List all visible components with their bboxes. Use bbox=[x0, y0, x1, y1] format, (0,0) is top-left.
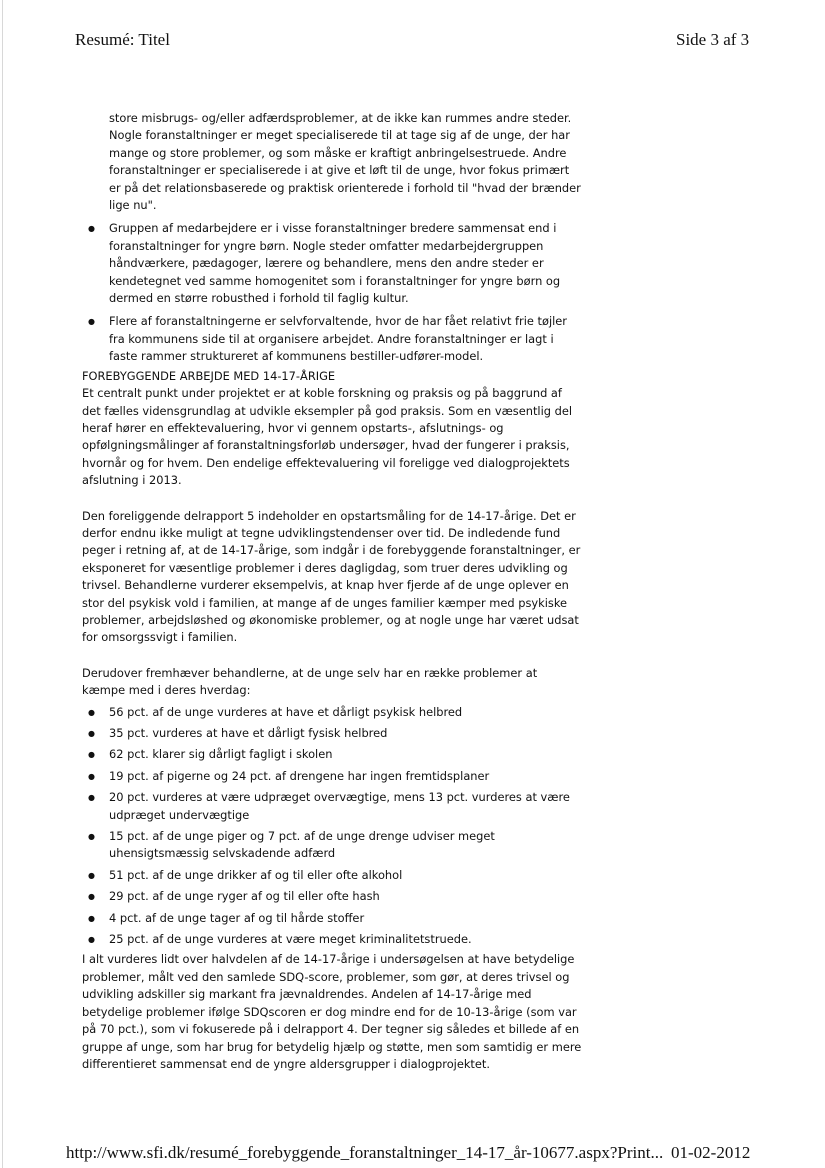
bullet-list-staff bbox=[82, 220, 582, 365]
list-item: ● 15 pct. af de unge piger og 7 pct. af de unge drenge udviser meget uhensigtsmæssig selvskadende adfærd bbox=[82, 828, 582, 863]
paragraph: Den foreliggende delrapport 5 indeholder en opstartsmåling for de 14-17-årige. Det er derfor endnu ikke muligt at tegne udviklingstendenser over tid. De indledende fund peger i retning af, at de 14-17-årige, som indgår i de forebyggende foranstaltninger, er eksponeret for væsentlige problemer i deres dagligdag, som truer deres udvikling og trivsel. Behandlerne vurderer eksempelvis, at knap hver fjerde af de unge oplever en stor del psykisk vold i familien, at mange af de unges familier kæmper med psykiske problemer, arbejdsløshed og økonomiske problemer, og at nogle unge har været udsat for omsorgssvigt i familien. bbox=[82, 508, 581, 645]
list-item: ● 62 pct. klarer sig dårligt fagligt i skolen bbox=[82, 746, 582, 763]
paragraph: Et centralt punkt under projektet er at koble forskning og praksis og på baggrund af det fælles vidensgrundlag at udvikle eksempler på god praksis. Som en væsentlig del heraf hører en effektevaluering, hvor vi gennem opstarts-, afslutnings- og opfølgningsmålinger af foranstaltningsforløb undersøger, hvad der fungerer i praksis, hvornår og for hvem. Den endelige effektevaluering vil foreligge ved dialogprojektets afslutning i 2013. bbox=[82, 386, 572, 488]
footer-url: http://www.sfi.dk/resumé_forebyggende_foranstaltninger_14-17_år-10677.aspx?Print... bbox=[66, 1143, 664, 1162]
continued-bullet-text: store misbrugs- og/eller adfærdsproblemer, at de ikke kan rummes andre steder. Nogle foranstaltninger er meget specialiserede til at tage sig af de unge, der har mange og store problemer, og som måske er kraftigt anbringelsestruede. Andre foranstaltninger er specialiserede i at give et løft til de unge, hvor fokus primært er på det relationsbaserede og praktisk orienterede i forhold til "hvad der brænder lige nu". bbox=[109, 111, 581, 213]
list-item: ● Flere af foranstaltningerne er selvforvaltende, hvor de har fået relativt frie tøjler fra kommunens side til at organisere arbejdet. Andre foranstaltninger er lagt i faste rammer struktureret af kommunens bestiller-udfører-model. bbox=[82, 313, 582, 365]
closing-paragraph: I alt vurderes lidt over halvdelen af de 14-17-årige i undersøgelsen at have betydelige problemer, målt ved den samlede SDQ-score, problemer, som gør, at deres trivsel og udvikling adskiller sig markant fra jævnaldrendes. Andelen af 14-17-årige med betydelige problemer ifølge SDQscoren er dog mindre end for de 10-13-årige (som var på 70 pct.), som vi fokuserede på i delrapport 4. Der tegner sig således et billede af en gruppe af unge, som har brug for betydelig hjælp og støtte, men som samtidig er mere differentieret sammensat end de yngre aldersgrupper i dialogprojektet. bbox=[82, 952, 582, 1071]
list-item: ● 35 pct. vurderes at have et dårligt fysisk helbred bbox=[82, 725, 582, 742]
scan-page-edge bbox=[2, 0, 3, 1168]
section-heading: FOREBYGGENDE ARBEJDE MED 14-17-ÅRIGE bbox=[82, 368, 336, 383]
list-item: ● 51 pct. af de unge drikker af og til eller ofte alkohol bbox=[82, 867, 582, 884]
footer-date: 01-02-2012 bbox=[671, 1143, 751, 1162]
list-item: ● 20 pct. vurderes at være udpræget overvægtige, mens 13 pct. vurderes at være udpræget undervægtige bbox=[82, 789, 582, 824]
bullet-list-stats bbox=[82, 704, 582, 949]
document-body bbox=[82, 110, 582, 1073]
paragraph: Derudover fremhæver behandlerne, at de unge selv har en række problemer at kæmpe med i deres hverdag: bbox=[82, 665, 538, 698]
list-item: ● 4 pct. af de unge tager af og til hårde stoffer bbox=[82, 910, 582, 927]
list-item: ● 19 pct. af pigerne og 24 pct. af drengene har ingen fremtidsplaner bbox=[82, 768, 582, 785]
list-item: ● 56 pct. af de unge vurderes at have et dårligt psykisk helbred bbox=[82, 704, 582, 721]
header-page-number: Side 3 af 3 bbox=[676, 30, 750, 49]
list-item: ● Gruppen af medarbejdere er i visse foranstaltninger bredere sammensat end i foranstaltninger for yngre børn. Nogle steder omfatter medarbejdergruppen håndværkere, pædagoger, lærere og behandlere, mens den andre steder er kendetegnet ved samme homogenitet som i foranstaltninger for yngre børn og dermed en større robusthed i forhold til faglig kultur. bbox=[82, 220, 582, 307]
list-item: ● 25 pct. af de unge vurderes at være meget kriminalitetstruede. bbox=[82, 931, 582, 948]
header-title: Resumé: Titel bbox=[75, 30, 170, 49]
list-item: ● 29 pct. af de unge ryger af og til eller ofte hash bbox=[82, 888, 582, 905]
